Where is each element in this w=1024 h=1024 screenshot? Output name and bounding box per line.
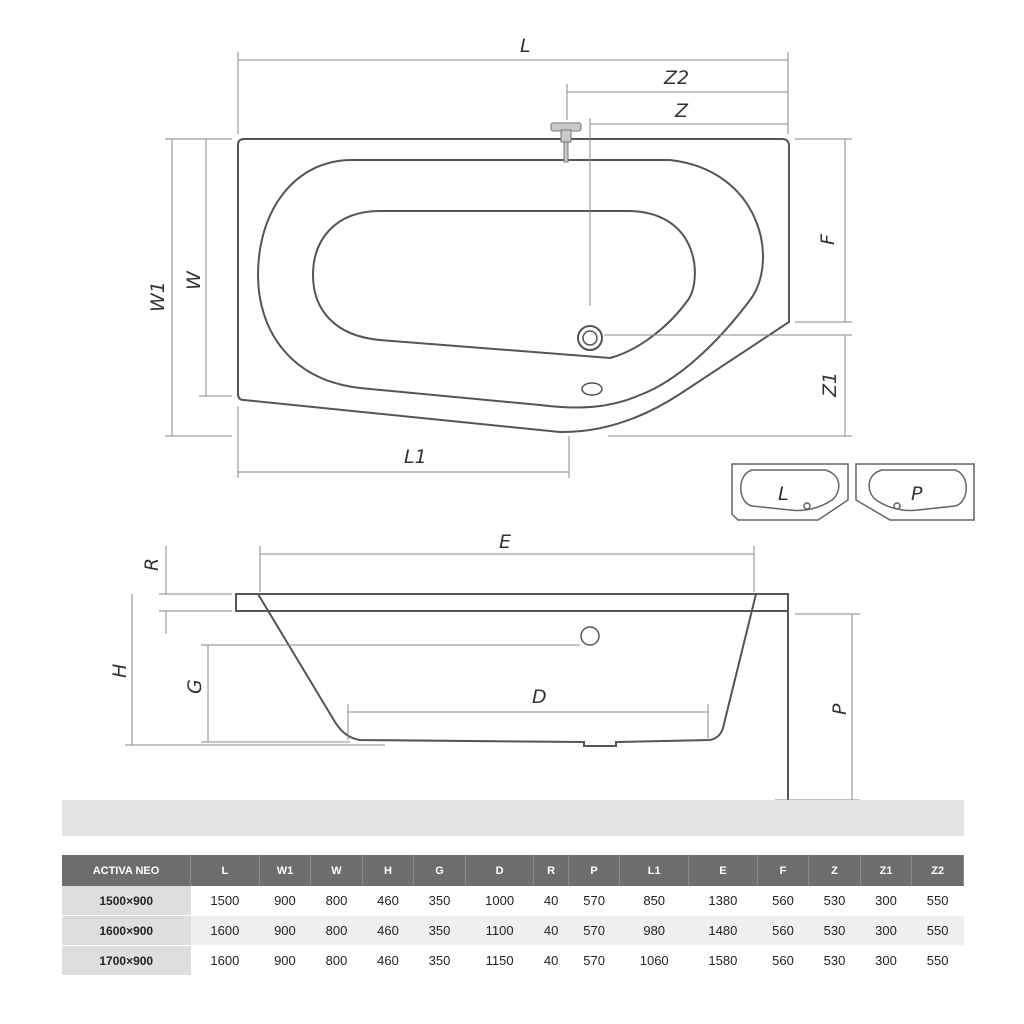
table-cell: 550 — [912, 886, 964, 916]
floor-band — [62, 800, 964, 836]
dim-label-G: G — [184, 679, 206, 694]
table-cell: 900 — [259, 916, 311, 946]
table-cell: 40 — [534, 916, 568, 946]
dim-label-W1: W1 — [147, 281, 169, 312]
table-cell: 460 — [362, 916, 414, 946]
dim-label-H: H — [109, 663, 131, 678]
table-cell: 800 — [311, 886, 363, 916]
table-cell: 530 — [809, 946, 861, 976]
table-cell: 570 — [568, 916, 620, 946]
dim-label-D: D — [532, 686, 547, 708]
dim-label-L1: L1 — [404, 446, 427, 468]
table-cell: 300 — [860, 946, 912, 976]
column-header: G — [414, 855, 466, 886]
tub-rim-outline — [238, 139, 789, 432]
variant-right-label: P — [911, 483, 923, 505]
table-cell: 1480 — [689, 916, 758, 946]
faucet-icon — [551, 123, 581, 162]
table-cell: 40 — [534, 946, 568, 976]
column-header: F — [757, 855, 809, 886]
table-cell: 350 — [414, 946, 466, 976]
side-overflow — [581, 627, 599, 645]
dim-label-Z: Z — [675, 100, 689, 122]
table-header-row — [62, 855, 964, 886]
rim-lip — [236, 594, 788, 611]
drain-outer — [578, 326, 602, 350]
tub-inner-rim — [258, 160, 763, 408]
table-cell: 300 — [860, 916, 912, 946]
table-cell: 800 — [311, 916, 363, 946]
column-header: E — [689, 855, 758, 886]
table-cell: 560 — [757, 916, 809, 946]
column-header: D — [465, 855, 534, 886]
dim-label-Z1: Z1 — [819, 371, 841, 397]
variant-left-label: L — [778, 483, 789, 505]
column-header: Z2 — [912, 855, 964, 886]
table-body — [62, 886, 964, 976]
drain-inner — [583, 331, 597, 345]
dim-label-P: P — [829, 703, 851, 715]
table-cell: 550 — [912, 916, 964, 946]
table-cell: 1500 — [191, 886, 260, 916]
table-cell: 1600 — [191, 946, 260, 976]
table-cell: 550 — [912, 946, 964, 976]
table-cell: 40 — [534, 886, 568, 916]
table-cell: 350 — [414, 886, 466, 916]
table-cell: 570 — [568, 946, 620, 976]
column-header: R — [534, 855, 568, 886]
model-cell: 1600×900 — [62, 916, 191, 946]
table-row — [62, 886, 964, 916]
table-cell: 900 — [259, 946, 311, 976]
table-cell: 350 — [414, 916, 466, 946]
tub-basin — [313, 211, 695, 358]
table-cell: 1600 — [191, 916, 260, 946]
tub-body-profile — [258, 594, 756, 746]
table-cell: 1150 — [465, 946, 534, 976]
table-cell: 460 — [362, 946, 414, 976]
dim-label-E: E — [499, 531, 512, 553]
side-dimensions — [125, 546, 860, 800]
overflow-hole — [582, 383, 602, 395]
table-cell: 800 — [311, 946, 363, 976]
column-header: H — [362, 855, 414, 886]
column-header: P — [568, 855, 620, 886]
table-cell: 1380 — [689, 886, 758, 916]
table-cell: 560 — [757, 886, 809, 916]
side-view — [236, 594, 788, 800]
table-cell: 300 — [860, 886, 912, 916]
column-header: Z1 — [860, 855, 912, 886]
column-header: W1 — [259, 855, 311, 886]
dim-label-F: F — [817, 234, 839, 245]
model-cell: 1700×900 — [62, 946, 191, 976]
plan-dimensions — [165, 52, 852, 478]
column-header: L — [191, 855, 260, 886]
table-cell: 530 — [809, 916, 861, 946]
table-cell: 980 — [620, 916, 689, 946]
table-row — [62, 946, 964, 976]
table-cell: 1580 — [689, 946, 758, 976]
variant-left-icon — [732, 464, 848, 520]
column-header: Z — [809, 855, 861, 886]
column-header: W — [311, 855, 363, 886]
table-cell: 1100 — [465, 916, 534, 946]
table-cell: 460 — [362, 886, 414, 916]
table-cell: 850 — [620, 886, 689, 916]
dimensions-table — [62, 855, 964, 976]
table-cell: 1060 — [620, 946, 689, 976]
table-row — [62, 916, 964, 946]
plan-view — [238, 139, 789, 432]
table-cell: 900 — [259, 886, 311, 916]
dim-label-Z2: Z2 — [664, 67, 690, 89]
table-cell: 530 — [809, 886, 861, 916]
model-cell: 1500×900 — [62, 886, 191, 916]
column-header: ACTIVA NEO — [62, 855, 191, 886]
column-header: L1 — [620, 855, 689, 886]
table-cell: 560 — [757, 946, 809, 976]
table-cell: 1000 — [465, 886, 534, 916]
dim-label-R: R — [141, 557, 163, 571]
dim-label-L: L — [520, 35, 531, 57]
dim-label-W: W — [183, 271, 205, 290]
table-cell: 570 — [568, 886, 620, 916]
